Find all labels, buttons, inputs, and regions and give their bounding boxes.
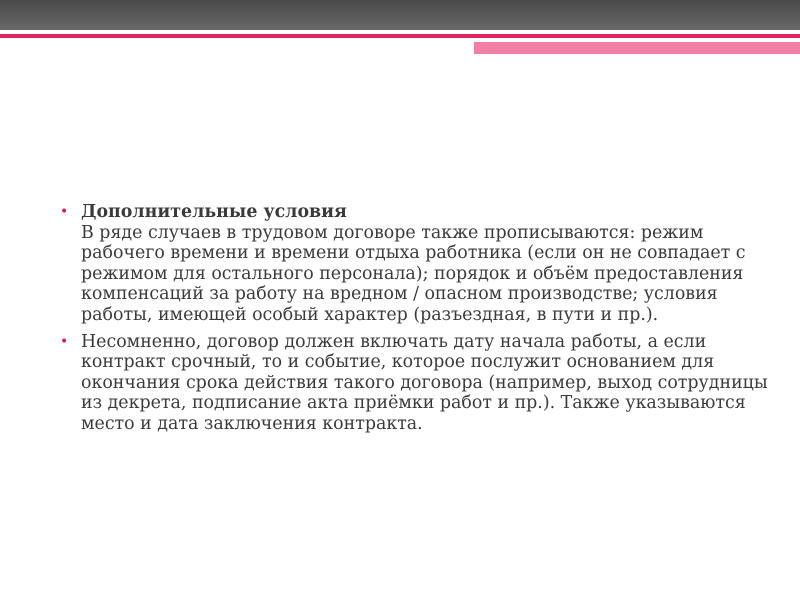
top-decor-bar xyxy=(0,0,800,30)
accent-block xyxy=(474,42,800,54)
item-text: В ряде случаев в трудовом договоре также прописываются: режим рабочего времени и времени отдыха работника (если он не совпадает с режимом для остального персонала); порядок и объём предоставления компенсаций за работу на вредном / опасном производстве; условия работы, имеющей особый характер (разъездная, в пути и пр.). xyxy=(81,222,746,325)
bullet-icon: • xyxy=(60,333,69,350)
bullet-item-contract-dates xyxy=(58,332,768,435)
item-heading: Дополнительные условия xyxy=(81,202,347,222)
slide-content xyxy=(58,202,768,441)
bullet-icon: • xyxy=(60,204,69,220)
item-text: Несомненно, договор должен включать дату начала работы, а если контракт срочный, то и событие, которое послужит основанием для окончания срока действия такого договора (например, выход сотрудницы из декрета, подписание акта приёмки работ и пр.). Также указываются место и дата заключения контракта. xyxy=(81,331,768,434)
bullet-item-additional-conditions xyxy=(58,202,768,326)
accent-line xyxy=(0,34,800,38)
